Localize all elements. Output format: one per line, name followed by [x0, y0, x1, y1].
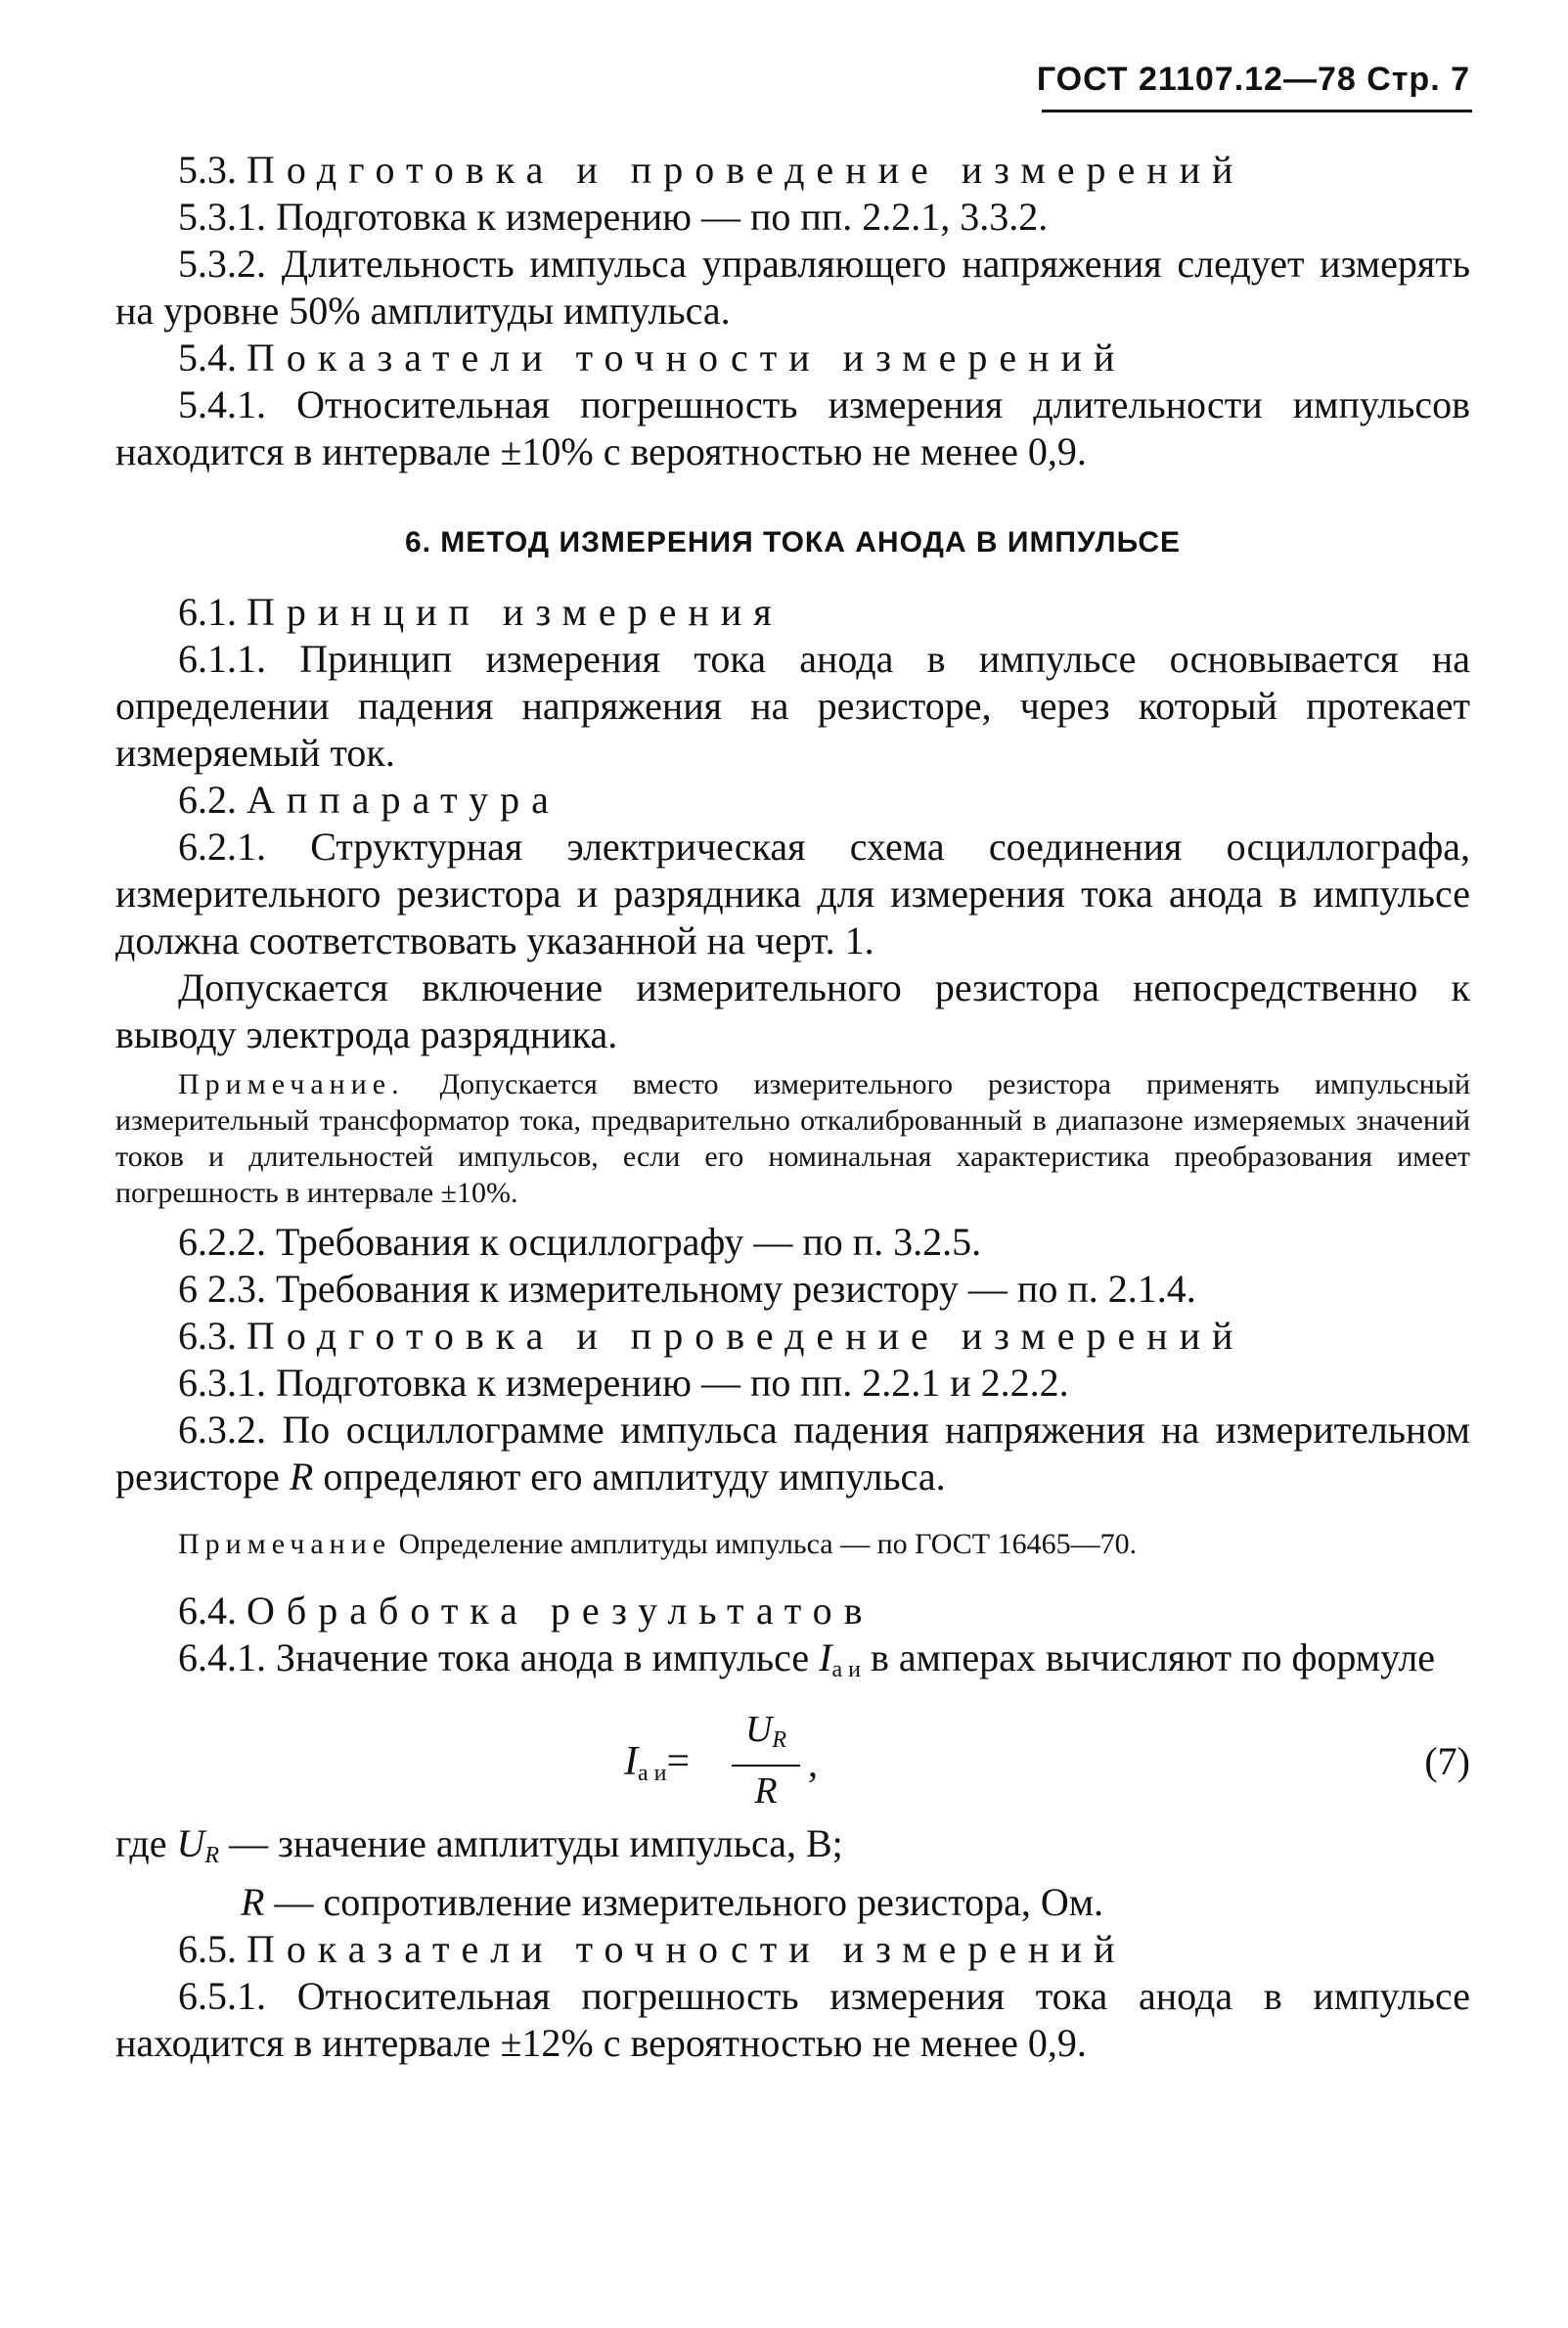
- formula-lhs: $I_{а и}=$: [624, 1739, 691, 1786]
- heading-6-4: 6.4. Обработка результатов: [178, 1589, 874, 1633]
- paragraph-6-3-2: 6.3.2. По осциллограмме импульса падения напряжения на измерительном резисторе R определяют его амплитуду импульса.: [115, 1408, 1470, 1499]
- heading-5-3: 5.3. Подготовка и проведение измерений: [178, 148, 1245, 192]
- note-2-label: Примечание: [178, 1528, 392, 1560]
- heading-6-5: 6.5. Показатели точности измерений: [178, 1927, 1127, 1971]
- paragraph-6-3-1: 6.3.1. Подготовка к измерению — по пп. 2.2.1 и 2.2.2.: [178, 1361, 1069, 1405]
- heading-6-2: 6.2. Аппаратура: [178, 778, 560, 822]
- heading-5-4: 5.4. Показатели точности измерений: [178, 336, 1127, 380]
- paragraph-6-2-2: 6.2.2. Требования к осциллографу — по п. 3.2.5.: [178, 1220, 982, 1264]
- paragraph-5-3-2: 5.3.2. Длительность импульса управляющего напряжения следует измерять на уровне 50% амплитуды импульса.: [115, 242, 1470, 333]
- paragraph-6-2-3: 6 2.3. Требования к измерительному резистору — по п. 2.1.4.: [178, 1267, 1196, 1311]
- heading-6-1: 6.1. Принцип измерения: [178, 590, 784, 634]
- note-2-text: Определение амплитуды импульса — по ГОСТ 16465—70.: [398, 1528, 1138, 1560]
- formula-7: $I_{а и}=$ UR R , (7): [624, 1709, 1470, 1812]
- page-header: ГОСТ 21107.12—78 Стр. 7: [1036, 61, 1470, 98]
- heading-6-3: 6.3. Подготовка и проведение измерений: [178, 1314, 1245, 1358]
- section-6-title: 6. МЕТОД ИЗМЕРЕНИЯ ТОКА АНОДА В ИМПУЛЬСЕ: [404, 526, 1182, 559]
- paragraph-5-3-1: 5.3.1. Подготовка к измерению — по пп. 2.2.1, 3.3.2.: [178, 195, 1049, 239]
- header-rule: [1042, 110, 1472, 112]
- formula-fraction: UR R: [732, 1707, 800, 1813]
- paragraph-6-4-1: 6.4.1. Значение тока анода в импульсе Iа и в амперах вычисляют по формуле: [178, 1635, 1436, 1682]
- note-1-text: Допускается вместо измерительного резистора применять импульсный измерительный трансформатор тока, предварительно откалиброванный в диапазоне измеряемых значений токов и длительностей импульсов, если его номинальная характеристика преобразования имеет погрешность в интервале ±10%.: [115, 1068, 1470, 1209]
- page-content: [115, 147, 1470, 2067]
- note-2: [115, 1526, 1470, 1562]
- where-line-1: где UR — значение амплитуды импульса, В;: [115, 1821, 843, 1868]
- paragraph-5-4-1: 5.4.1. Относительная погрешность измерения длительности импульсов находится в интервале ±10% с вероятностью не менее 0,9.: [115, 382, 1470, 473]
- note-1-label: Примечание.: [178, 1068, 405, 1100]
- paragraph-6-2-1b: Допускается включение измерительного резистора непосредственно к выводу электрода разрядника.: [115, 965, 1470, 1056]
- note-1: [115, 1066, 1470, 1211]
- formula-number: (7): [1424, 1739, 1470, 1783]
- where-line-2: R — сопротивление измерительного резистора, Ом.: [241, 1880, 1104, 1924]
- paragraph-6-5-1: 6.5.1. Относительная погрешность измерения тока анода в импульсе находится в интервале ±12% с вероятностью не менее 0,9.: [115, 1974, 1470, 2065]
- paragraph-6-2-1: 6.2.1. Структурная электрическая схема соединения осциллографа, измерительного резистора и разрядника для измерения тока анода в импульсе должна соответствовать указанной на черт. 1.: [115, 825, 1470, 963]
- paragraph-6-1-1: 6.1.1. Принцип измерения тока анода в импульсе основывается на определении падения напряжения на резисторе, через который протекает измеряемый ток.: [115, 637, 1470, 775]
